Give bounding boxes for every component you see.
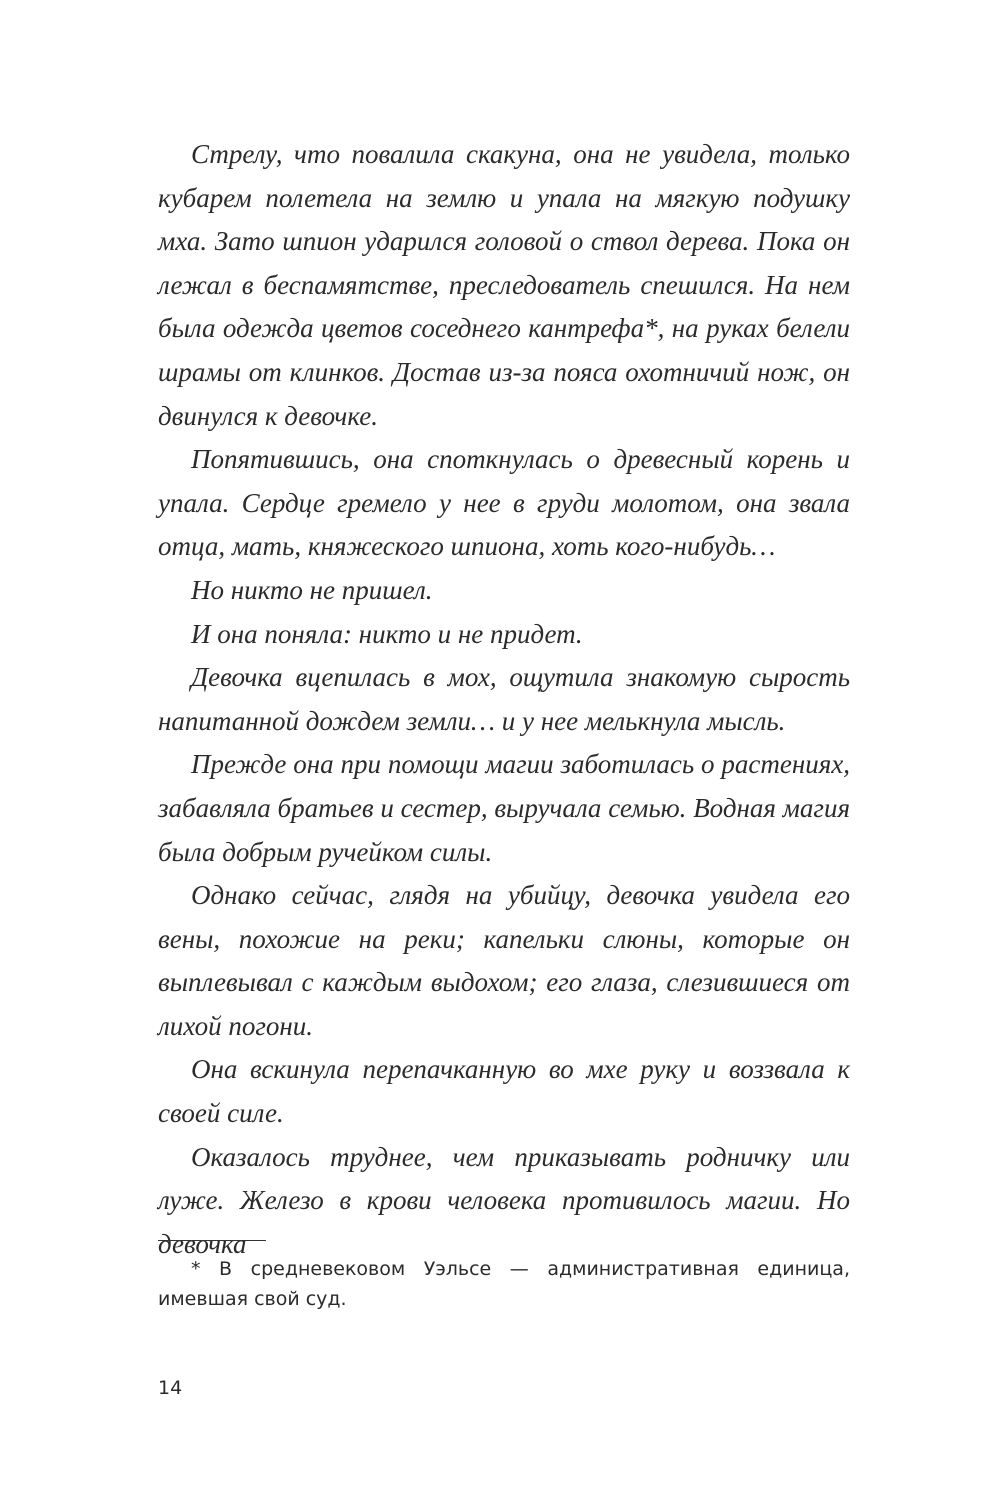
paragraph-3: Но никто не пришел. <box>191 574 433 605</box>
main-text <box>158 133 850 1266</box>
paragraph-7: Однако сейчас, глядя на убийцу, девочка увидела его вены, похожие на реки; капельки слюны, которые он выплевывал с каждым выдохом; его глаза, слезившиеся от лихой погони. <box>158 880 850 1041</box>
paragraph-1: Стрелу, что повалила скакуна, она не увидела, только кубарем полетела на землю и упала на мягкую подушку мха. Зато шпион ударился головой о ствол дерева. Пока он лежал в беспамятстве, преследователь спешился. На нем была одежда цветов соседнего кантрефа*, на руках белели шрамы от клинков. Достав из-за пояса охотничий нож, он двинулся к девочке. <box>158 139 850 431</box>
paragraph-9: Оказалось труднее, чем приказывать родничку или луже. Железо в крови человека противилось магии. Но девочка <box>158 1141 850 1259</box>
paragraph-8: Она вскинула перепачканную во мхе руку и воззвала к своей силе. <box>158 1054 850 1129</box>
paragraph-2: Попятившись, она споткнулась о древесный корень и упала. Сердце гремело у нее в груди молотом, она звала отца, мать, княжеского шпиона, хоть кого-нибудь… <box>158 444 850 562</box>
footnote-divider <box>158 1240 266 1241</box>
page-number: 14 <box>158 1377 183 1399</box>
paragraph-5: Девочка вцепилась в мох, ощутила знакомую сырость напитанной дождем земли… и у нее мелькнула мысль. <box>158 662 850 736</box>
paragraph-4: И она поняла: никто и не придет. <box>191 618 583 649</box>
footnote: * В средневековом Уэльсе — административная единица, имевшая свой суд. <box>158 1258 850 1310</box>
paragraph-6: Прежде она при помощи магии заботилась о растениях, забавляла братьев и сестер, выручала семью. Водная магия была добрым ручейком силы. <box>158 749 850 867</box>
